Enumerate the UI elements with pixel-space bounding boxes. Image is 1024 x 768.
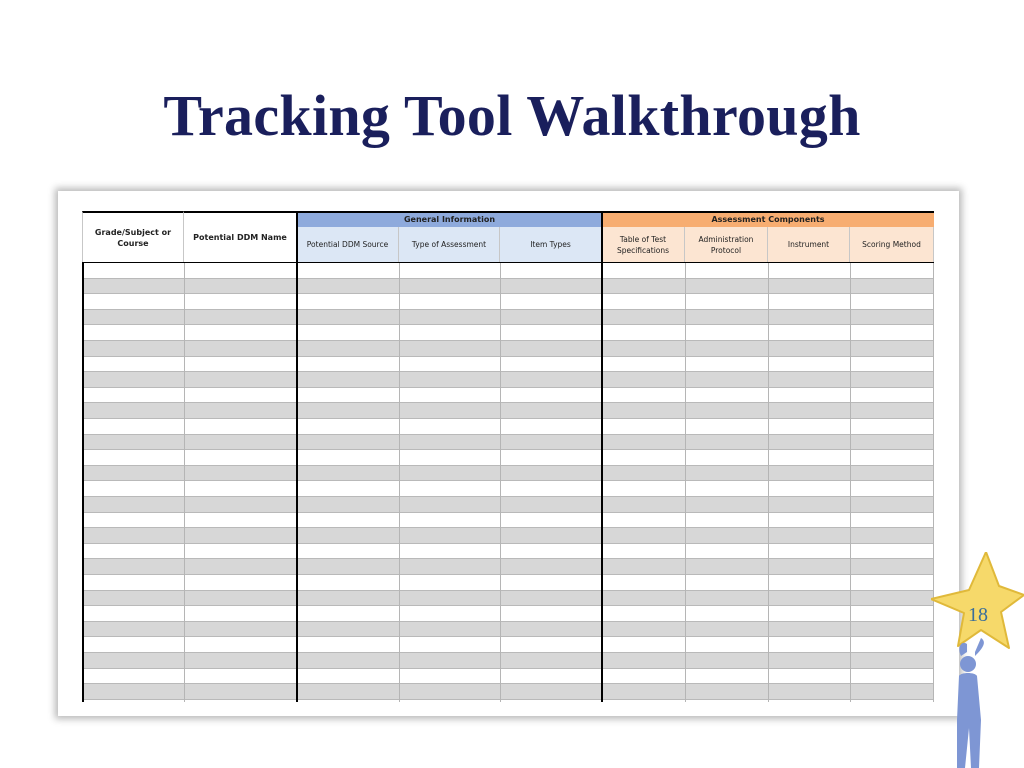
col-header-table-spec: Table of Test Specifications xyxy=(602,227,685,263)
table-row xyxy=(82,528,934,544)
table-row xyxy=(82,481,934,497)
star-mascot xyxy=(931,552,1024,768)
col-header-ddm-name: Potential DDM Name xyxy=(184,211,297,263)
page-number: 18 xyxy=(968,604,988,626)
table-row xyxy=(82,606,934,622)
table-row xyxy=(82,637,934,653)
col-header-type: Type of Assessment xyxy=(399,227,500,263)
col-header-instrument: Instrument xyxy=(768,227,850,263)
table-row xyxy=(82,357,934,373)
col-header-grade: Grade/Subject or Course xyxy=(82,211,184,263)
col-divider xyxy=(296,211,298,702)
table-row xyxy=(82,653,934,669)
table-row xyxy=(82,450,934,466)
col-divider xyxy=(184,263,185,702)
col-divider xyxy=(399,263,400,702)
col-divider xyxy=(850,263,851,702)
table-row xyxy=(82,310,934,326)
table-row xyxy=(82,435,934,451)
group-header-general: General Information xyxy=(297,211,602,227)
table-row xyxy=(82,513,934,529)
table-row xyxy=(82,544,934,560)
table-row xyxy=(82,622,934,638)
table-row xyxy=(82,669,934,685)
slide-title: Tracking Tool Walkthrough xyxy=(163,83,861,148)
col-divider xyxy=(500,263,501,702)
table-row xyxy=(82,466,934,482)
table-row xyxy=(82,559,934,575)
table-row xyxy=(82,684,934,700)
group-header-assessment: Assessment Components xyxy=(602,211,934,227)
col-header-scoring: Scoring Method xyxy=(850,227,934,263)
col-divider xyxy=(601,211,603,702)
col-divider xyxy=(82,263,84,702)
col-divider xyxy=(768,263,769,702)
person-icon xyxy=(957,638,984,768)
star-icon xyxy=(931,552,1024,648)
table-row xyxy=(82,279,934,295)
table-row xyxy=(82,403,934,419)
table-row xyxy=(82,388,934,404)
table-row xyxy=(82,419,934,435)
table-row xyxy=(82,341,934,357)
table-row xyxy=(82,575,934,591)
table-row xyxy=(82,263,934,279)
table-row xyxy=(82,591,934,607)
table-row xyxy=(82,372,934,388)
col-header-item-types: Item Types xyxy=(500,227,602,263)
table-row xyxy=(82,294,934,310)
col-header-admin: Administration Protocol xyxy=(685,227,768,263)
table-row xyxy=(82,325,934,341)
table-row xyxy=(82,497,934,513)
col-header-ddm-source: Potential DDM Source xyxy=(297,227,399,263)
col-divider xyxy=(685,263,686,702)
